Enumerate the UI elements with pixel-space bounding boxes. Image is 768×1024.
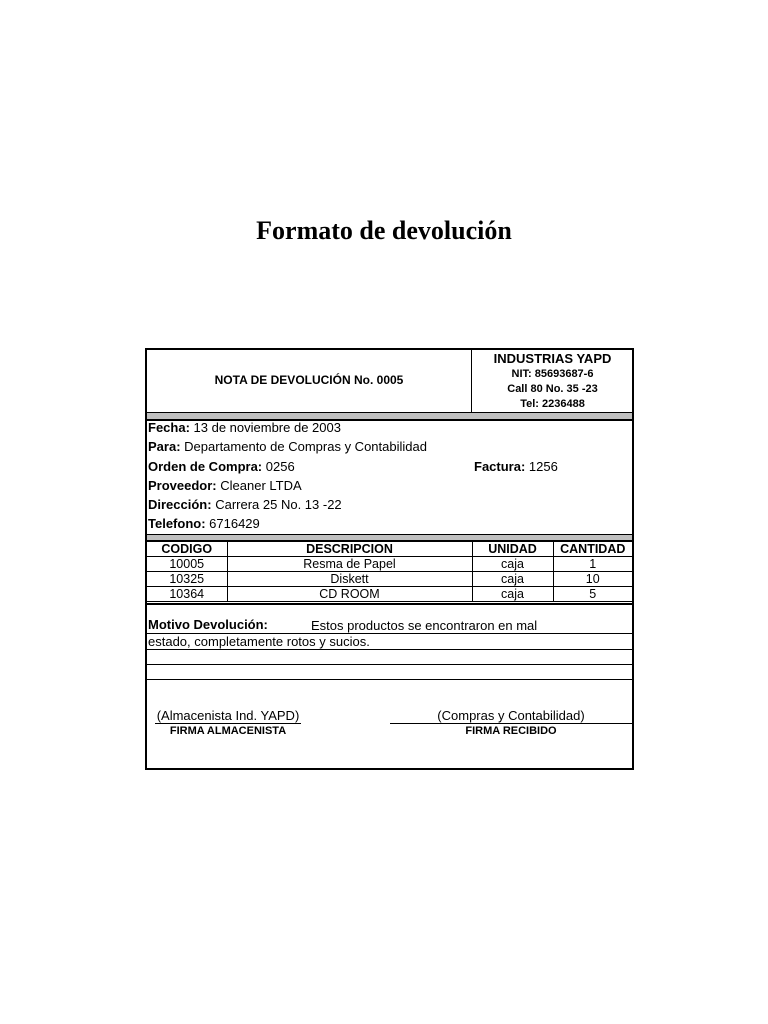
- motivo-line: [147, 649, 632, 650]
- right-signer-name: (Compras y Contabilidad): [437, 708, 585, 723]
- motivo-text-line2: estado, completamente rotos y sucios.: [148, 634, 370, 649]
- column-header: DESCRIPCION: [227, 542, 472, 557]
- table-cell: Resma de Papel: [227, 557, 472, 572]
- table-row: [147, 587, 632, 602]
- items-table: [147, 542, 632, 602]
- table-header-row: [147, 542, 632, 557]
- table-cell: caja: [472, 587, 553, 602]
- page-title: Formato de devolución: [256, 216, 512, 245]
- left-signer-name: (Almacenista Ind. YAPD): [156, 708, 300, 723]
- company-address: Call 80 No. 35 -23: [507, 383, 598, 395]
- right-signature-title: FIRMA RECIBIDO: [465, 725, 557, 737]
- right-signature-line: [390, 723, 632, 724]
- factura-value: 1256: [528, 459, 558, 474]
- direccion-value: Carrera 25 No. 13 -22: [215, 497, 342, 512]
- motivo-line: [147, 664, 632, 665]
- orden-row: [148, 459, 295, 474]
- company-nit: NIT: 85693687-6: [511, 368, 594, 380]
- proveedor-value: Cleaner LTDA: [220, 478, 302, 493]
- table-cell: 5: [553, 587, 632, 602]
- left-signature-title: FIRMA ALMACENISTA: [169, 725, 287, 737]
- para-label: Para:: [148, 439, 181, 454]
- table-cell: 10: [553, 572, 632, 587]
- motivo-line: [147, 679, 632, 680]
- motivo-text-line1: Estos productos se encontraron en mal: [311, 618, 538, 633]
- note-number: NOTA DE DEVOLUCIÓN No. 0005: [214, 373, 404, 387]
- motivo-label: Motivo Devolución:: [148, 617, 268, 632]
- table-cell: Diskett: [227, 572, 472, 587]
- column-header: UNIDAD: [472, 542, 553, 557]
- para-value: Departamento de Compras y Contabilidad: [184, 439, 427, 454]
- table-cell: caja: [472, 572, 553, 587]
- company-phone: Tel: 2236488: [520, 398, 585, 410]
- direccion-row: [148, 497, 342, 512]
- table-bottom-border: [147, 603, 632, 605]
- table-cell: 10364: [147, 587, 227, 602]
- telefono-value: 6716429: [209, 516, 260, 531]
- table-cell: 10325: [147, 572, 227, 587]
- return-note-form: [145, 348, 634, 770]
- column-header: CODIGO: [147, 542, 227, 557]
- header-divider: [471, 350, 472, 412]
- table-cell: 10005: [147, 557, 227, 572]
- separator-band: [147, 534, 632, 542]
- table-cell: CD ROOM: [227, 587, 472, 602]
- table-cell: caja: [472, 557, 553, 572]
- column-header: CANTIDAD: [553, 542, 632, 557]
- proveedor-label: Proveedor:: [148, 478, 217, 493]
- factura-label: Factura:: [474, 459, 526, 474]
- table-row: [147, 572, 632, 587]
- orden-label: Orden de Compra:: [148, 459, 263, 474]
- fecha-row: [148, 420, 341, 435]
- table-row: [147, 557, 632, 572]
- factura-row: [474, 459, 558, 474]
- orden-value: 0256: [265, 459, 295, 474]
- telefono-label: Telefono:: [148, 516, 206, 531]
- company-name: INDUSTRIAS YAPD: [493, 351, 612, 366]
- proveedor-row: [148, 478, 302, 493]
- table-cell: 1: [553, 557, 632, 572]
- left-signature-line: [155, 723, 301, 724]
- para-row: [148, 439, 427, 454]
- fecha-label: Fecha:: [148, 420, 190, 435]
- fecha-value: 13 de noviembre de 2003: [193, 420, 341, 435]
- telefono-row: [148, 516, 260, 531]
- direccion-label: Dirección:: [148, 497, 212, 512]
